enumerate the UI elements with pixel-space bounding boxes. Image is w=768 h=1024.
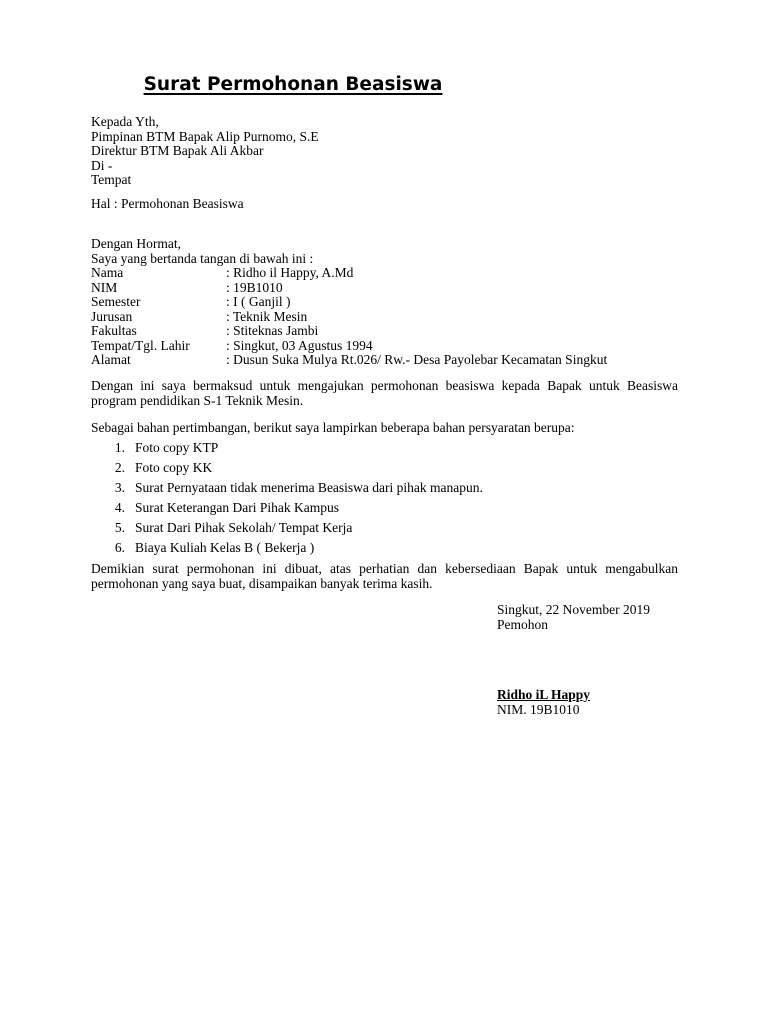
list-item: [91, 441, 678, 461]
identity-row: [91, 295, 678, 310]
identity-value: : 19B1010: [226, 279, 283, 295]
list-item: [91, 541, 678, 561]
identity-row: [91, 353, 678, 368]
identity-label: Nama: [91, 265, 124, 280]
identity-value: : Singkut, 03 Agustus 1994: [226, 337, 373, 353]
subject-line: [91, 197, 678, 212]
paragraph-2: [91, 421, 678, 436]
list-item-text: Biaya Kuliah Kelas B ( Bekerja ): [135, 540, 315, 555]
recipient-line-1: Kepada Yth,: [91, 114, 159, 129]
identity-value: : Teknik Mesin: [226, 308, 308, 324]
identity-label: NIM: [91, 279, 118, 295]
identity-label: Tempat/Tgl. Lahir: [91, 337, 190, 353]
recipient-line-2: Pimpinan BTM Bapak Alip Purnomo, S.E: [91, 128, 319, 144]
identity-row: [91, 310, 678, 325]
paragraph-1: Dengan ini saya bermaksud untuk mengajukan permohonan beasiswa kepada Bapak untuk Beasiswa program pendidikan S-1 Teknik Mesin.: [91, 378, 678, 408]
letter-title: Surat Permohonan Beasiswa: [143, 74, 443, 95]
list-item-text: Surat Pernyataan tidak menerima Beasiswa dari pihak manapun.: [135, 480, 483, 495]
list-item: [91, 501, 678, 521]
identity-label: Fakultas: [91, 323, 137, 338]
greeting-block: [91, 237, 678, 266]
greeting: Dengan Hormat,: [91, 236, 181, 251]
identity-label: Jurusan: [91, 308, 133, 324]
identity-value: : Dusun Suka Mulya Rt.026/ Rw.- Desa Payolebar Kecamatan Singkut: [226, 352, 608, 367]
identity-row: [91, 281, 678, 296]
recipient-line-5: Tempat: [91, 172, 132, 187]
list-item-number: 5.: [114, 520, 125, 535]
list-item-number: 3.: [114, 480, 125, 495]
paragraph-2-text: Sebagai bahan pertimbangan, berikut saya lampirkan beberapa bahan persyaratan berupa:: [91, 420, 575, 435]
identity-label: Alamat: [91, 352, 131, 367]
signer-nim: NIM. 19B1010: [497, 701, 580, 717]
requirements-list: [91, 441, 678, 561]
identity-row: [91, 266, 678, 281]
list-item: [91, 461, 678, 481]
identity-value: : Ridho il Happy, A.Md: [226, 265, 354, 280]
subject-text: Hal : Permohonan Beasiswa: [91, 196, 244, 211]
list-item-number: 4.: [114, 500, 125, 515]
signature-block: [497, 688, 697, 717]
recipient-line-3: Direktur BTM Bapak Ali Akbar: [91, 143, 264, 158]
list-item-text: Surat Dari Pihak Sekolah/ Tempat Kerja: [135, 520, 353, 535]
identity-row: [91, 339, 678, 354]
identity-value: : Stiteknas Jambi: [226, 323, 319, 338]
closing-paragraph: Demikian surat permohonan ini dibuat, atas perhatian dan kebersediaan Bapak untuk mengabulkan permohonan yang saya buat, disampaikan banyak terima kasih.: [91, 561, 678, 591]
list-item-number: 2.: [114, 460, 125, 475]
place-date: Singkut, 22 November 2019: [497, 602, 650, 617]
recipient-line-4: Di -: [91, 157, 113, 173]
signer-name: Ridho iL Happy: [497, 687, 591, 702]
list-item: [91, 481, 678, 501]
list-item-number: 1.: [114, 440, 125, 455]
list-item-number: 6.: [114, 540, 125, 555]
identity-row: [91, 324, 678, 339]
signature-place-date: [497, 603, 697, 632]
identity-value: : I ( Ganjil ): [226, 294, 291, 309]
list-item: [91, 521, 678, 541]
recipient-block: [91, 115, 678, 188]
list-item-text: Surat Keterangan Dari Pihak Kampus: [135, 500, 339, 515]
list-item-text: Foto copy KTP: [135, 440, 219, 455]
applicant-label: Pemohon: [497, 616, 549, 632]
intro-text: Saya yang bertanda tangan di bawah ini :: [91, 250, 314, 266]
identity-table: [91, 266, 678, 368]
list-item-text: Foto copy KK: [135, 460, 213, 475]
identity-label: Semester: [91, 294, 141, 309]
